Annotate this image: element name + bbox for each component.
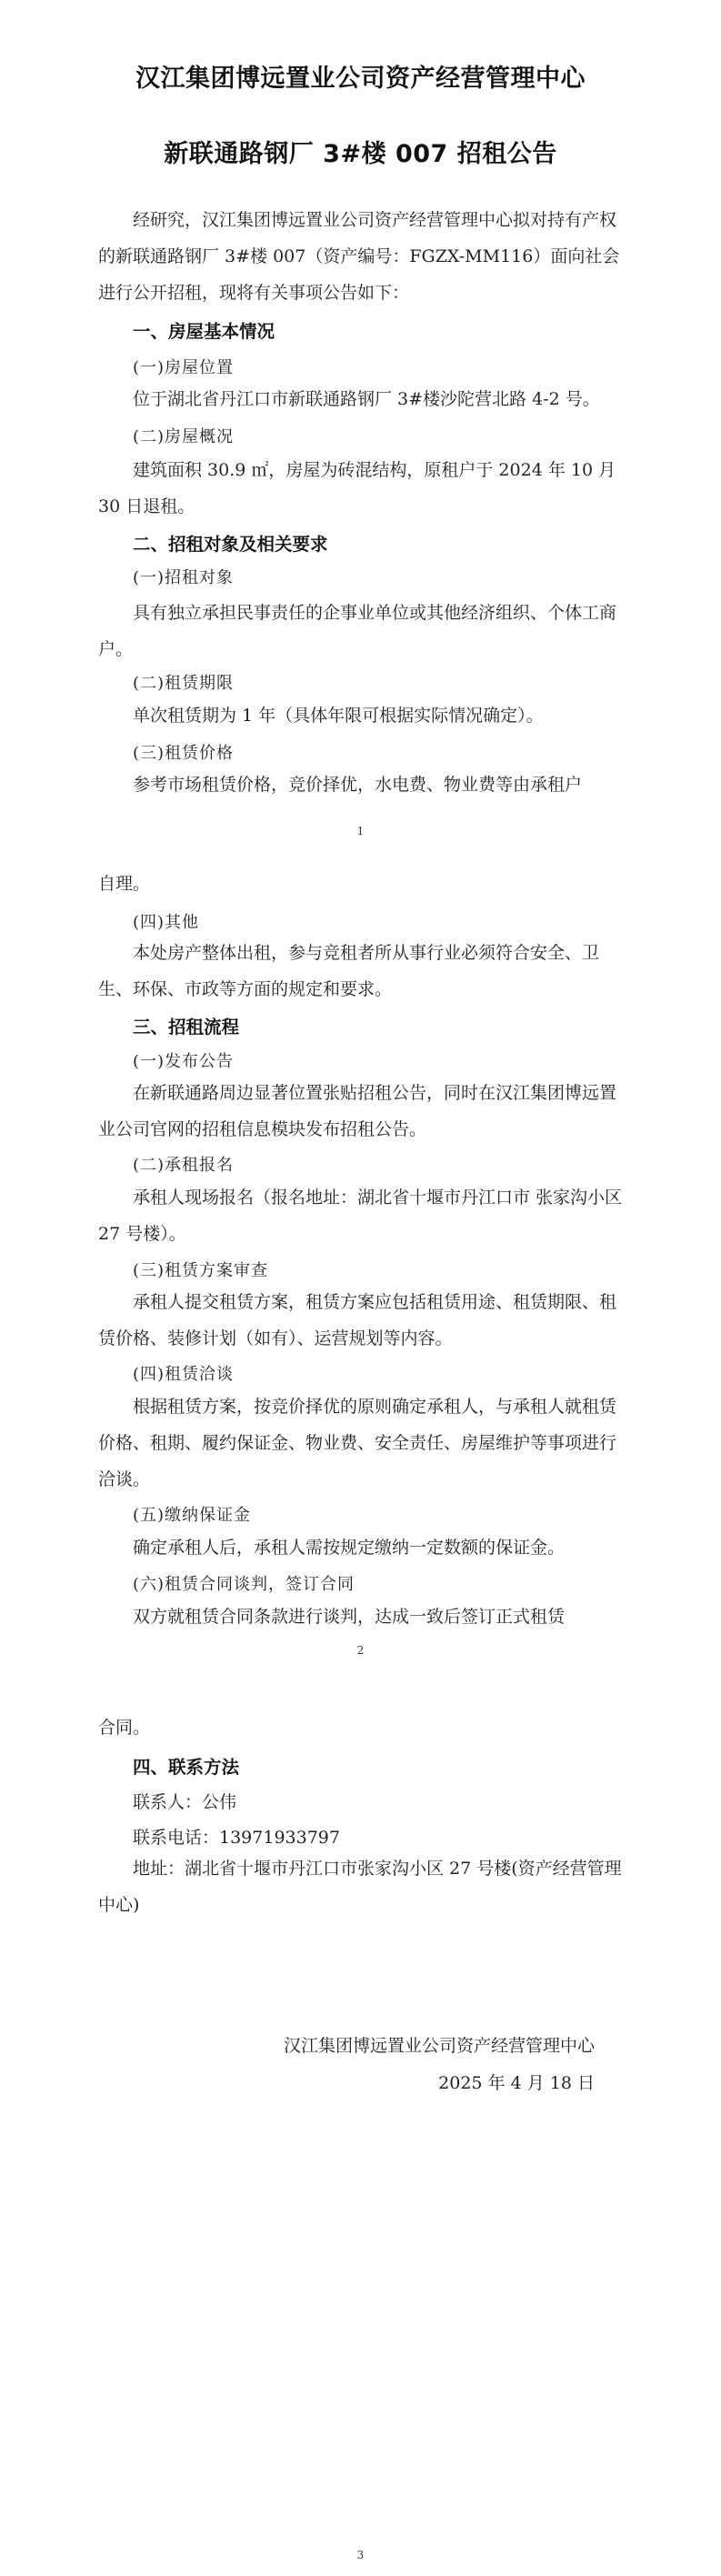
deposit-text: 确定承租人后，承租人需按规定缴纳一定数额的保证金。 [133, 1538, 566, 1558]
section-3-sub-register: (二)承租报名 [133, 1156, 235, 1175]
negotiation-text: 根据租赁方案，按竞价择优的原则确定承租人，与承租人就租赁价格、租期、履约保证金、物业费、安全责任、房屋维护等事项进行洽谈。 [98, 1397, 617, 1489]
contact-address: 地址：湖北省十堰市丹江口市张家沟小区 27 号楼(资产经营管理中心) [98, 1859, 622, 1915]
contract-text-part1: 双方就租赁合同条款进行谈判，达成一致后签订正式租赁 [133, 1607, 566, 1627]
document-page-3 [0, 1709, 721, 2576]
document-page-2 [0, 855, 721, 1709]
section-2-sub-other: (四)其他 [133, 913, 200, 932]
section-3-heading: 三、招租流程 [133, 1017, 240, 1037]
page-number: 2 [356, 1644, 365, 1657]
signature-organization: 汉江集团博远置业公司资产经营管理中心 [283, 2036, 595, 2056]
contract-text-part2: 合同。 [98, 1718, 151, 1738]
section-2-sub-price: (三)租赁价格 [133, 744, 235, 763]
section-3-sub-deposit: (五)缴纳保证金 [133, 1506, 252, 1525]
section-2-sub-target: (一)招租对象 [133, 568, 235, 587]
term-text: 单次租赁期为 1 年（具体年限可根据实际情况确定）。 [133, 706, 544, 726]
register-text: 承租人现场报名（报名地址：湖北省十堰市丹江口市 张家沟小区 27 号楼）。 [98, 1188, 623, 1244]
review-text: 承租人提交租赁方案，租赁方案应包括租赁用途、租赁期限、租赁价格、装修计划（如有）、运营规划等内容。 [98, 1292, 617, 1348]
section-3-sub-review: (三)租赁方案审查 [133, 1261, 269, 1280]
section-2-heading: 二、招租对象及相关要求 [133, 534, 328, 555]
intro-paragraph: 经研究，汉江集团博远置业公司资产经营管理中心拟对持有产权的新联通路钢厂 3#楼 007（资产编号：FGZX-MM116）面向社会进行公开招租，现将有关事项公告如下： [98, 210, 620, 303]
other-text: 本处房产整体出租，参与竞租者所从事行业必须符合安全、卫生、环保、市政等方面的规定和要求。 [98, 943, 600, 999]
document-page-1 [0, 0, 721, 855]
target-text: 具有独立承担民事责任的企事业单位或其他经济组织、个体工商户。 [98, 603, 617, 659]
section-1-heading: 一、房屋基本情况 [133, 321, 275, 342]
publish-text: 在新联通路周边显著位置张贴招租公告，同时在汉江集团博远置业公司官网的招租信息模块发布招租公告。 [98, 1083, 617, 1139]
section-4-heading: 四、联系方法 [133, 1757, 240, 1778]
contact-phone: 联系电话：13971933797 [133, 1828, 340, 1848]
section-3-sub-negotiation: (四)租赁洽谈 [133, 1365, 235, 1384]
page-number: 1 [356, 825, 365, 837]
document-subtitle: 新联通路钢厂 3#楼 007 招租公告 [164, 140, 557, 168]
overview-text: 建筑面积 30.9 ㎡，房屋为砖混结构，原租户于 2024 年 10 月 30 日退租。 [98, 460, 616, 516]
section-3-sub-publish: (一)发布公告 [133, 1052, 235, 1071]
contact-person: 联系人：公伟 [133, 1792, 237, 1812]
price-text-part2: 自理。 [98, 874, 151, 894]
section-1-sub-overview: (二)房屋概况 [133, 427, 235, 446]
section-2-sub-term: (二)租赁期限 [133, 674, 235, 693]
page-number: 3 [356, 2549, 365, 2561]
document-title: 汉江集团博远置业公司资产经营管理中心 [135, 65, 586, 93]
location-text: 位于湖北省丹江口市新联通路钢厂 3#楼沙陀营北路 4-2 号。 [133, 389, 600, 409]
section-1-sub-location: (一)房屋位置 [133, 358, 235, 377]
signature-date: 2025 年 4 月 18 日 [438, 2073, 595, 2093]
price-text-part1: 参考市场租赁价格，竞价择优，水电费、物业费等由承租户 [133, 775, 583, 795]
section-3-sub-contract: (六)租赁合同谈判，签订合同 [133, 1575, 355, 1594]
